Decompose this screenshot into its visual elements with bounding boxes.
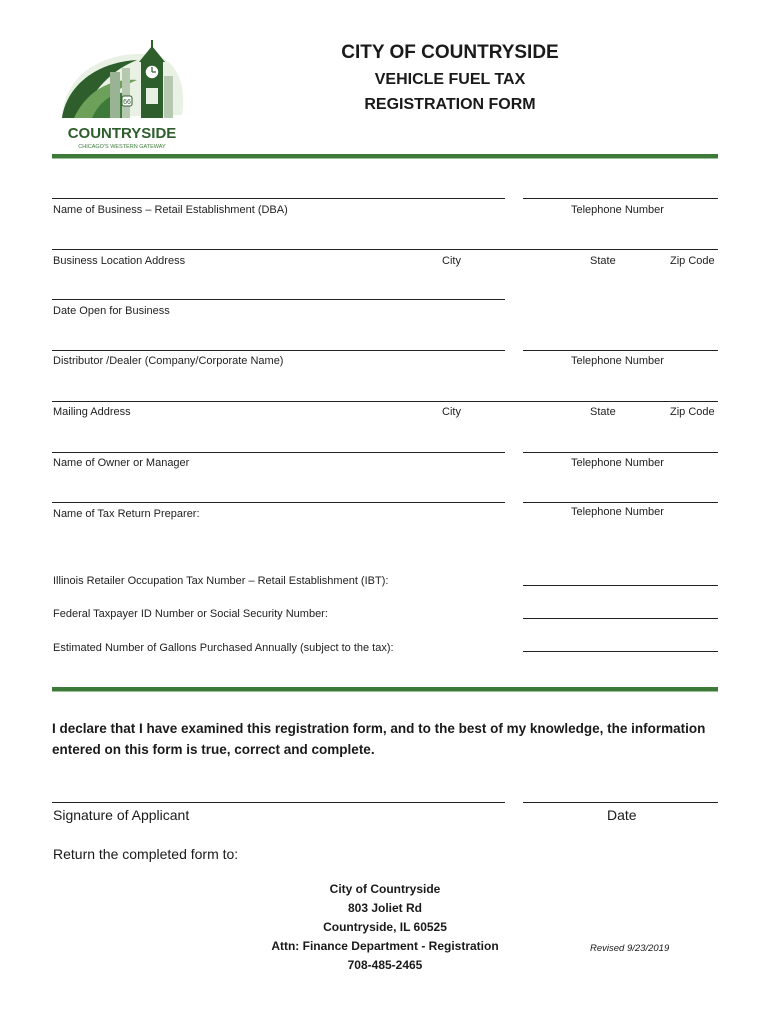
revised-date: Revised 9/23/2019 <box>590 943 670 954</box>
telephone-label-1: Telephone Number <box>571 204 664 216</box>
fein-line[interactable] <box>523 618 718 619</box>
preparer-label: Name of Tax Return Preparer: <box>53 508 200 520</box>
countryside-logo <box>52 40 192 152</box>
city-label-2: City <box>442 406 461 418</box>
business-address-label: Business Location Address <box>53 255 186 267</box>
header-divider <box>52 154 718 159</box>
owner-label: Name of Owner or Manager <box>53 457 190 469</box>
address-line-4: Attn: Finance Department - Registration <box>271 939 499 953</box>
business-name-label: Name of Business – Retail Establishment (DBA) <box>53 204 288 216</box>
svg-text:66: 66 <box>123 99 131 106</box>
return-address <box>240 880 530 975</box>
business-address-line[interactable] <box>52 249 718 250</box>
address-line-5: 708-485-2465 <box>347 958 423 972</box>
zip-label-1: Zip Code <box>670 255 715 267</box>
telephone-line-4[interactable] <box>523 502 718 503</box>
signature-label: Signature of Applicant <box>53 807 190 823</box>
owner-line[interactable] <box>52 452 505 453</box>
date-open-label: Date Open for Business <box>53 305 170 317</box>
fein-label: Federal Taxpayer ID Number or Social Security Number: <box>53 608 328 620</box>
date-label: Date <box>607 807 637 823</box>
date-line[interactable] <box>523 802 718 803</box>
telephone-label-2: Telephone Number <box>571 355 664 367</box>
gallons-label: Estimated Number of Gallons Purchased Annually (subject to the tax): <box>53 642 394 654</box>
mailing-address-label: Mailing Address <box>53 406 131 418</box>
ibt-label: Illinois Retailer Occupation Tax Number – Retail Establishment (IBT): <box>53 575 389 587</box>
zip-label-2: Zip Code <box>670 406 715 418</box>
ibt-line[interactable] <box>523 585 718 586</box>
state-label-1: State <box>590 255 616 267</box>
logo-tagline: CHICAGO'S WESTERN GATEWAY <box>78 144 166 150</box>
telephone-label-3: Telephone Number <box>571 457 664 469</box>
address-line-1: City of Countryside <box>329 882 441 896</box>
logo-wordmark: COUNTRYSIDE <box>67 125 177 142</box>
distributor-label: Distributor /Dealer (Company/Corporate Name) <box>53 355 284 367</box>
gallons-line[interactable] <box>523 651 718 652</box>
telephone-line-3[interactable] <box>523 452 718 453</box>
form-title-2: REGISTRATION FORM <box>364 96 536 113</box>
preparer-line[interactable] <box>52 502 505 503</box>
address-line-3: Countryside, IL 60525 <box>323 920 447 934</box>
signature-line[interactable] <box>52 802 505 803</box>
city-title: CITY OF COUNTRYSIDE <box>341 42 559 63</box>
telephone-label-4: Telephone Number <box>571 506 664 518</box>
state-label-2: State <box>590 406 616 418</box>
telephone-line-2[interactable] <box>523 350 718 351</box>
business-name-line[interactable] <box>52 198 505 199</box>
telephone-line-1[interactable] <box>523 198 718 199</box>
return-heading: Return the completed form to: <box>53 846 239 862</box>
city-label-1: City <box>442 255 461 267</box>
date-open-line[interactable] <box>52 299 505 300</box>
mailing-address-line[interactable] <box>52 401 718 402</box>
declaration-text: I declare that I have examined this registration form, and to the best of my knowledge, the information entered on this form is true, correct and complete. <box>52 721 706 757</box>
section-divider <box>52 687 718 692</box>
address-line-2: 803 Joliet Rd <box>347 901 423 915</box>
form-title-1: VEHICLE FUEL TAX <box>374 71 526 88</box>
distributor-line[interactable] <box>52 350 505 351</box>
